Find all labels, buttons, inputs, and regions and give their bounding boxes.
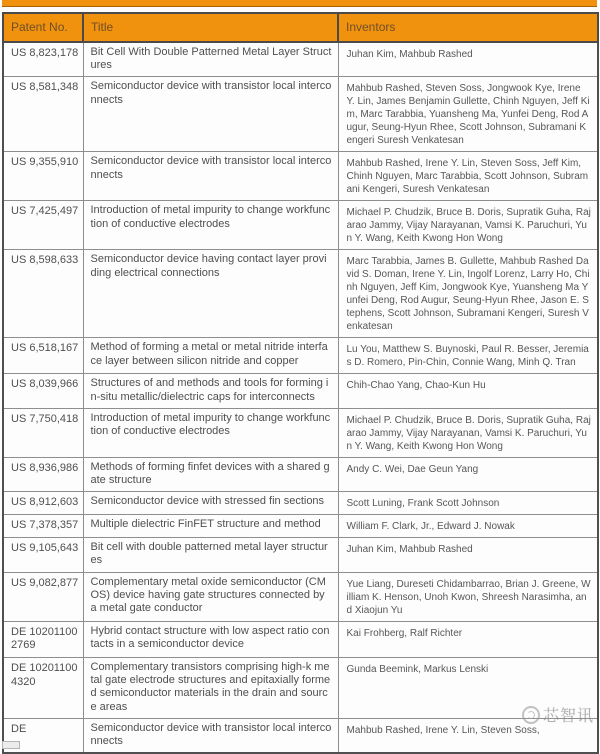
inventors-cell: Juhan Kim, Mahbub Rashed [338,42,598,77]
patent-table [2,12,599,754]
table-row [3,718,598,753]
title-cell: Complementary metal oxide semiconductor (CMOS) device having gate structures connected by a metal gate conductor [83,572,338,621]
table-row [3,374,598,408]
inventors-cell: Michael P. Chudzik, Bruce B. Doris, Supratik Guha, Rajarao Jammy, Vijay Narayanan, Vamsi K. Paruchuri, Yun Y. Wang, Keith Kwong Hon Wong [338,408,598,457]
patent-no-cell: US 8,823,178 [3,42,83,77]
inventors-cell: Lu You, Matthew S. Buynoski, Paul R. Besser, Jeremias D. Romero, Pin-Chin, Connie Wang, Minh Q. Tran [338,338,598,374]
table-row [3,250,598,338]
patent-no-cell: DE 102011002769 [3,621,83,658]
title-cell: Complementary transistors comprising high-k metal gate electrode structures and epitaxially formed semiconductor materials in the drain and source areas [83,658,338,719]
title-cell: Method of forming a metal or metal nitride interface layer between silicon nitride and copper [83,338,338,374]
patent-no-cell: DE 102011004320 [3,658,83,719]
table-row [3,408,598,457]
patent-no-cell: US 8,936,986 [3,457,83,491]
title-cell: Introduction of metal impurity to change workfunction of conductive electrodes [83,201,338,250]
inventors-cell: Mahbub Rashed, Irene Y. Lin, Steven Soss, [338,718,598,753]
title-cell: Semiconductor device having contact layer providing electrical connections [83,250,338,338]
column-header-title: Title [83,13,338,42]
inventors-cell: Mahbub Rashed, Irene Y. Lin, Steven Soss, Jeff Kim, Chinh Nguyen, Marc Tarabbia, Scott Johnson, Subramani Kengeri, Suresh Venkatesan [338,152,598,201]
title-cell: Introduction of metal impurity to change workfunction of conductive electrodes [83,408,338,457]
column-header-inventors: Inventors [338,13,598,42]
patent-no-cell: DE [3,718,83,753]
title-cell: Semiconductor device with transistor local interconnects [83,77,338,152]
inventors-cell: Yue Liang, Dureseti Chidambarrao, Brian J. Greene, William K. Henson, Unoh Kwon, Shreesh Narasimha, and Xiaojun Yu [338,572,598,621]
inventors-cell: Mahbub Rashed, Steven Soss, Jongwook Kye, Irene Y. Lin, James Benjamin Gullette, Chinh Nguyen, Jeff Kim, Marc Tarabbia, Yuansheng Ma, Yunfei Deng, Rod Augur, Seung-Hyun Rhee, Scott Johnson, Subramani Kengeri Suresh Venkatesan [338,77,598,152]
inventors-cell: Andy C. Wei, Dae Geun Yang [338,457,598,491]
inventors-cell: Marc Tarabbia, James B. Gullette, Mahbub Rashed David S. Doman, Irene Y. Lin, Ingolf Lorenz, Larry Ho, Chinh Nguyen, Jeff Kim, Jongwook Kye, Yuansheng Ma Yunfei Deng, Rod Augur, Seung-Hyun Rhee, Jason E. Stephens, Scott Johnson, Subramani Kengeri, Suresh Venkatesan [338,250,598,338]
table-row [3,515,598,538]
top-strip [2,0,597,7]
watermark-text: 芯智讯 [542,708,594,725]
patent-no-cell: US 9,082,877 [3,572,83,621]
table-row [3,457,598,491]
patent-no-cell: US 9,105,643 [3,538,83,572]
table-row [3,572,598,621]
inventors-cell: Kai Frohberg, Ralf Richter [338,621,598,658]
table-row [3,621,598,658]
inventors-cell: Michael P. Chudzik, Bruce B. Doris, Supratik Guha, Rajarao Jammy, Vijay Narayanan, Vamsi K. Paruchuri, Yun Y. Wang, Keith Kwong Hon Wong [338,201,598,250]
title-cell: Structures of and methods and tools for forming in-situ metallic/dielectric caps for interconnects [83,374,338,408]
patent-no-cell: US 9,355,910 [3,152,83,201]
table-row [3,201,598,250]
patent-no-cell: US 7,425,497 [3,201,83,250]
column-header-patent-no: Patent No. [3,13,83,42]
table-row [3,338,598,374]
table-row [3,538,598,572]
inventors-cell: Scott Luning, Frank Scott Johnson [338,492,598,515]
table-header-row [3,13,598,42]
title-cell: Semiconductor device with stressed fin sections [83,492,338,515]
title-cell: Hybrid contact structure with low aspect ratio contacts in a semiconductor device [83,621,338,658]
title-cell: Semiconductor device with transistor local interconnects [83,718,338,753]
title-cell: Methods of forming finfet devices with a shared gate structure [83,457,338,491]
patent-no-cell: US 8,598,633 [3,250,83,338]
title-cell: Semiconductor device with transistor local interconnects [83,152,338,201]
title-cell: Bit Cell With Double Patterned Metal Layer Structures [83,42,338,77]
patent-no-cell: US 8,581,348 [3,77,83,152]
title-cell: Bit cell with double patterned metal layer structures [83,538,338,572]
inventors-cell: William F. Clark, Jr., Edward J. Nowak [338,515,598,538]
patent-no-cell: US 7,378,357 [3,515,83,538]
table-row [3,77,598,152]
inventors-cell: Juhan Kim, Mahbub Rashed [338,538,598,572]
table-body [3,42,598,753]
table-row [3,42,598,77]
table-row [3,152,598,201]
bottom-partial-element [2,741,20,749]
table-row [3,492,598,515]
inventors-cell: Chih-Chao Yang, Chao-Kun Hu [338,374,598,408]
patent-no-cell: US 7,750,418 [3,408,83,457]
patent-no-cell: US 6,518,167 [3,338,83,374]
inventors-cell: Gunda Beemink, Markus Lenski [338,658,598,719]
patent-no-cell: US 8,039,966 [3,374,83,408]
patent-no-cell: US 8,912,603 [3,492,83,515]
title-cell: Multiple dielectric FinFET structure and method [83,515,338,538]
table-row [3,658,598,719]
